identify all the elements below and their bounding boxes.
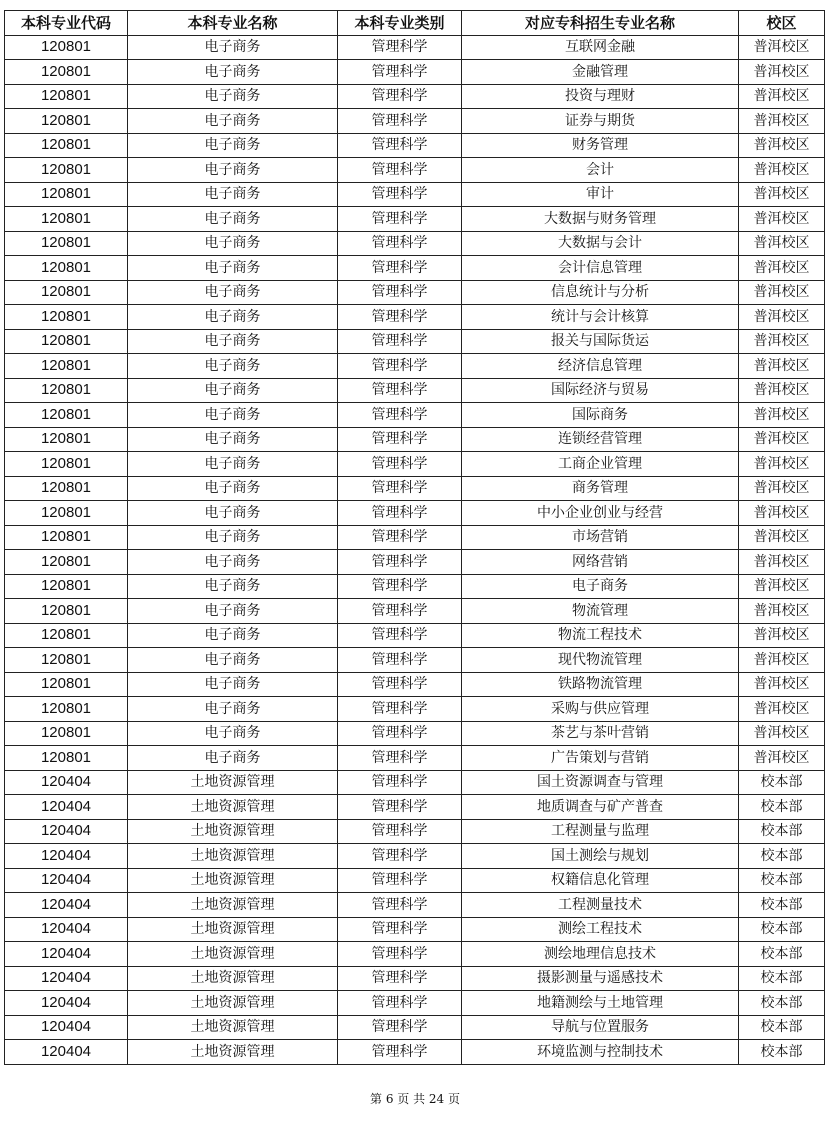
- cell-undergrad-name: 土地资源管理: [128, 893, 338, 918]
- cell-junior-college-major: 国土测绘与规划: [462, 844, 739, 869]
- header-undergrad-code: 本科专业代码: [5, 11, 128, 36]
- table-row: [5, 844, 825, 869]
- cell-junior-college-major: 测绘地理信息技术: [462, 942, 739, 967]
- cell-undergrad-code: 120801: [5, 672, 128, 697]
- cell-junior-college-major: 导航与位置服务: [462, 1015, 739, 1040]
- header-junior-college-major: 对应专科招生专业名称: [462, 11, 739, 36]
- cell-undergrad-name: 电子商务: [128, 207, 338, 232]
- cell-undergrad-name: 电子商务: [128, 721, 338, 746]
- cell-campus: 普洱校区: [739, 256, 825, 281]
- cell-undergrad-code: 120801: [5, 476, 128, 501]
- cell-undergrad-category: 管理科学: [338, 60, 462, 85]
- cell-campus: 校本部: [739, 1040, 825, 1065]
- cell-campus: 普洱校区: [739, 403, 825, 428]
- cell-undergrad-code: 120801: [5, 525, 128, 550]
- cell-undergrad-name: 土地资源管理: [128, 795, 338, 820]
- cell-undergrad-code: 120404: [5, 1015, 128, 1040]
- cell-undergrad-name: 电子商务: [128, 648, 338, 673]
- cell-undergrad-name: 电子商务: [128, 501, 338, 526]
- cell-undergrad-category: 管理科学: [338, 599, 462, 624]
- cell-campus: 普洱校区: [739, 648, 825, 673]
- cell-campus: 普洱校区: [739, 550, 825, 575]
- cell-junior-college-major: 互联网金融: [462, 35, 739, 60]
- cell-campus: 普洱校区: [739, 378, 825, 403]
- header-undergrad-category: 本科专业类别: [338, 11, 462, 36]
- cell-junior-college-major: 工商企业管理: [462, 452, 739, 477]
- cell-campus: 校本部: [739, 795, 825, 820]
- table-row: [5, 427, 825, 452]
- cell-undergrad-category: 管理科学: [338, 672, 462, 697]
- cell-junior-college-major: 环境监测与控制技术: [462, 1040, 739, 1065]
- cell-campus: 普洱校区: [739, 109, 825, 134]
- cell-junior-college-major: 商务管理: [462, 476, 739, 501]
- table-row: [5, 501, 825, 526]
- cell-undergrad-name: 电子商务: [128, 623, 338, 648]
- cell-undergrad-code: 120801: [5, 158, 128, 183]
- cell-undergrad-category: 管理科学: [338, 525, 462, 550]
- table-row: [5, 207, 825, 232]
- cell-junior-college-major: 权籍信息化管理: [462, 868, 739, 893]
- cell-undergrad-name: 电子商务: [128, 305, 338, 330]
- table-header-row: [5, 11, 825, 36]
- table-row: [5, 966, 825, 991]
- cell-undergrad-category: 管理科学: [338, 182, 462, 207]
- cell-junior-college-major: 现代物流管理: [462, 648, 739, 673]
- cell-undergrad-category: 管理科学: [338, 452, 462, 477]
- cell-undergrad-name: 电子商务: [128, 158, 338, 183]
- cell-undergrad-code: 120801: [5, 648, 128, 673]
- cell-undergrad-code: 120801: [5, 746, 128, 771]
- cell-undergrad-code: 120801: [5, 697, 128, 722]
- cell-campus: 普洱校区: [739, 623, 825, 648]
- cell-undergrad-name: 电子商务: [128, 231, 338, 256]
- header-campus: 校区: [739, 11, 825, 36]
- cell-undergrad-category: 管理科学: [338, 133, 462, 158]
- table-row: [5, 403, 825, 428]
- cell-junior-college-major: 工程测量与监理: [462, 819, 739, 844]
- cell-undergrad-category: 管理科学: [338, 917, 462, 942]
- cell-campus: 校本部: [739, 844, 825, 869]
- cell-undergrad-name: 土地资源管理: [128, 868, 338, 893]
- cell-undergrad-name: 电子商务: [128, 256, 338, 281]
- cell-campus: 普洱校区: [739, 746, 825, 771]
- cell-undergrad-name: 电子商务: [128, 60, 338, 85]
- cell-junior-college-major: 网络营销: [462, 550, 739, 575]
- cell-undergrad-category: 管理科学: [338, 893, 462, 918]
- cell-undergrad-category: 管理科学: [338, 942, 462, 967]
- cell-junior-college-major: 金融管理: [462, 60, 739, 85]
- cell-junior-college-major: 广告策划与营销: [462, 746, 739, 771]
- cell-undergrad-category: 管理科学: [338, 966, 462, 991]
- cell-undergrad-category: 管理科学: [338, 354, 462, 379]
- cell-undergrad-category: 管理科学: [338, 697, 462, 722]
- cell-undergrad-name: 土地资源管理: [128, 844, 338, 869]
- cell-undergrad-code: 120801: [5, 574, 128, 599]
- cell-undergrad-name: 电子商务: [128, 525, 338, 550]
- major-mapping-table: [4, 10, 825, 1065]
- cell-campus: 普洱校区: [739, 329, 825, 354]
- cell-undergrad-category: 管理科学: [338, 819, 462, 844]
- cell-undergrad-category: 管理科学: [338, 1040, 462, 1065]
- cell-undergrad-name: 电子商务: [128, 452, 338, 477]
- cell-undergrad-category: 管理科学: [338, 403, 462, 428]
- table-row: [5, 550, 825, 575]
- cell-campus: 普洱校区: [739, 672, 825, 697]
- table-row: [5, 158, 825, 183]
- cell-undergrad-name: 电子商务: [128, 35, 338, 60]
- cell-undergrad-category: 管理科学: [338, 109, 462, 134]
- cell-campus: 普洱校区: [739, 354, 825, 379]
- cell-junior-college-major: 信息统计与分析: [462, 280, 739, 305]
- cell-undergrad-code: 120801: [5, 452, 128, 477]
- cell-campus: 校本部: [739, 819, 825, 844]
- table-row: [5, 648, 825, 673]
- cell-campus: 普洱校区: [739, 84, 825, 109]
- table-row: [5, 476, 825, 501]
- cell-undergrad-name: 电子商务: [128, 354, 338, 379]
- cell-campus: 普洱校区: [739, 721, 825, 746]
- cell-undergrad-code: 120404: [5, 966, 128, 991]
- table-row: [5, 623, 825, 648]
- cell-undergrad-name: 土地资源管理: [128, 770, 338, 795]
- cell-undergrad-name: 电子商务: [128, 427, 338, 452]
- cell-undergrad-code: 120404: [5, 868, 128, 893]
- cell-campus: 校本部: [739, 868, 825, 893]
- cell-junior-college-major: 物流管理: [462, 599, 739, 624]
- cell-undergrad-code: 120801: [5, 109, 128, 134]
- cell-undergrad-name: 土地资源管理: [128, 991, 338, 1016]
- cell-undergrad-name: 电子商务: [128, 574, 338, 599]
- table-row: [5, 770, 825, 795]
- cell-undergrad-code: 120801: [5, 623, 128, 648]
- cell-undergrad-name: 电子商务: [128, 599, 338, 624]
- cell-undergrad-code: 120404: [5, 819, 128, 844]
- cell-undergrad-name: 土地资源管理: [128, 819, 338, 844]
- cell-junior-college-major: 大数据与财务管理: [462, 207, 739, 232]
- cell-junior-college-major: 测绘工程技术: [462, 917, 739, 942]
- table-row: [5, 305, 825, 330]
- cell-campus: 普洱校区: [739, 525, 825, 550]
- cell-undergrad-code: 120404: [5, 893, 128, 918]
- cell-undergrad-code: 120404: [5, 917, 128, 942]
- cell-undergrad-category: 管理科学: [338, 35, 462, 60]
- cell-undergrad-name: 土地资源管理: [128, 917, 338, 942]
- cell-campus: 普洱校区: [739, 207, 825, 232]
- cell-junior-college-major: 摄影测量与遥感技术: [462, 966, 739, 991]
- table-row: [5, 84, 825, 109]
- cell-undergrad-name: 土地资源管理: [128, 1015, 338, 1040]
- cell-undergrad-category: 管理科学: [338, 623, 462, 648]
- cell-undergrad-category: 管理科学: [338, 378, 462, 403]
- cell-undergrad-name: 电子商务: [128, 697, 338, 722]
- cell-junior-college-major: 地质调查与矿产普查: [462, 795, 739, 820]
- cell-undergrad-name: 电子商务: [128, 280, 338, 305]
- cell-undergrad-code: 120801: [5, 256, 128, 281]
- cell-undergrad-category: 管理科学: [338, 427, 462, 452]
- cell-undergrad-name: 土地资源管理: [128, 966, 338, 991]
- cell-campus: 普洱校区: [739, 501, 825, 526]
- cell-campus: 普洱校区: [739, 231, 825, 256]
- table-row: [5, 721, 825, 746]
- cell-junior-college-major: 证券与期货: [462, 109, 739, 134]
- table-row: [5, 133, 825, 158]
- cell-undergrad-code: 120801: [5, 721, 128, 746]
- table-row: [5, 354, 825, 379]
- cell-undergrad-category: 管理科学: [338, 305, 462, 330]
- cell-junior-college-major: 物流工程技术: [462, 623, 739, 648]
- cell-undergrad-code: 120404: [5, 770, 128, 795]
- table-row: [5, 1040, 825, 1065]
- cell-junior-college-major: 大数据与会计: [462, 231, 739, 256]
- cell-campus: 普洱校区: [739, 133, 825, 158]
- cell-undergrad-name: 电子商务: [128, 476, 338, 501]
- cell-junior-college-major: 经济信息管理: [462, 354, 739, 379]
- cell-undergrad-name: 电子商务: [128, 550, 338, 575]
- cell-undergrad-code: 120801: [5, 231, 128, 256]
- cell-undergrad-category: 管理科学: [338, 746, 462, 771]
- cell-undergrad-category: 管理科学: [338, 991, 462, 1016]
- cell-undergrad-category: 管理科学: [338, 476, 462, 501]
- cell-undergrad-category: 管理科学: [338, 844, 462, 869]
- table-row: [5, 1015, 825, 1040]
- cell-undergrad-name: 电子商务: [128, 746, 338, 771]
- cell-undergrad-code: 120801: [5, 378, 128, 403]
- cell-undergrad-name: 土地资源管理: [128, 942, 338, 967]
- cell-undergrad-category: 管理科学: [338, 231, 462, 256]
- table-row: [5, 231, 825, 256]
- cell-campus: 普洱校区: [739, 599, 825, 624]
- cell-undergrad-category: 管理科学: [338, 1015, 462, 1040]
- cell-undergrad-code: 120801: [5, 207, 128, 232]
- cell-junior-college-major: 审计: [462, 182, 739, 207]
- table-row: [5, 942, 825, 967]
- table-row: [5, 452, 825, 477]
- cell-campus: 校本部: [739, 1015, 825, 1040]
- cell-undergrad-category: 管理科学: [338, 795, 462, 820]
- cell-undergrad-code: 120404: [5, 795, 128, 820]
- table-row: [5, 599, 825, 624]
- cell-undergrad-category: 管理科学: [338, 648, 462, 673]
- cell-campus: 校本部: [739, 770, 825, 795]
- cell-undergrad-category: 管理科学: [338, 329, 462, 354]
- cell-campus: 普洱校区: [739, 158, 825, 183]
- cell-undergrad-category: 管理科学: [338, 158, 462, 183]
- cell-undergrad-code: 120801: [5, 133, 128, 158]
- cell-campus: 校本部: [739, 991, 825, 1016]
- cell-junior-college-major: 会计信息管理: [462, 256, 739, 281]
- cell-undergrad-name: 电子商务: [128, 182, 338, 207]
- cell-undergrad-code: 120801: [5, 329, 128, 354]
- cell-junior-college-major: 中小企业创业与经营: [462, 501, 739, 526]
- cell-undergrad-category: 管理科学: [338, 84, 462, 109]
- cell-undergrad-name: 电子商务: [128, 133, 338, 158]
- cell-undergrad-category: 管理科学: [338, 868, 462, 893]
- table-row: [5, 574, 825, 599]
- cell-campus: 校本部: [739, 893, 825, 918]
- cell-campus: 普洱校区: [739, 452, 825, 477]
- cell-junior-college-major: 投资与理财: [462, 84, 739, 109]
- table-row: [5, 280, 825, 305]
- cell-junior-college-major: 会计: [462, 158, 739, 183]
- cell-undergrad-code: 120801: [5, 280, 128, 305]
- cell-undergrad-category: 管理科学: [338, 550, 462, 575]
- table-row: [5, 672, 825, 697]
- table-row: [5, 182, 825, 207]
- cell-undergrad-name: 电子商务: [128, 329, 338, 354]
- cell-junior-college-major: 统计与会计核算: [462, 305, 739, 330]
- cell-undergrad-code: 120801: [5, 60, 128, 85]
- cell-junior-college-major: 市场营销: [462, 525, 739, 550]
- cell-undergrad-category: 管理科学: [338, 501, 462, 526]
- cell-undergrad-category: 管理科学: [338, 256, 462, 281]
- cell-undergrad-code: 120801: [5, 84, 128, 109]
- table-row: [5, 256, 825, 281]
- cell-undergrad-code: 120801: [5, 354, 128, 379]
- cell-junior-college-major: 茶艺与茶叶营销: [462, 721, 739, 746]
- table-row: [5, 109, 825, 134]
- table-row: [5, 868, 825, 893]
- cell-junior-college-major: 地籍测绘与土地管理: [462, 991, 739, 1016]
- cell-undergrad-name: 电子商务: [128, 403, 338, 428]
- cell-junior-college-major: 国际经济与贸易: [462, 378, 739, 403]
- cell-undergrad-code: 120801: [5, 550, 128, 575]
- cell-junior-college-major: 国土资源调查与管理: [462, 770, 739, 795]
- cell-campus: 普洱校区: [739, 280, 825, 305]
- cell-undergrad-name: 电子商务: [128, 378, 338, 403]
- page-number-footer: 第 6 页 共 24 页: [370, 1092, 460, 1106]
- cell-undergrad-code: 120801: [5, 35, 128, 60]
- table-row: [5, 60, 825, 85]
- table-row: [5, 697, 825, 722]
- cell-undergrad-name: 电子商务: [128, 672, 338, 697]
- cell-junior-college-major: 国际商务: [462, 403, 739, 428]
- cell-campus: 校本部: [739, 942, 825, 967]
- table-row: [5, 746, 825, 771]
- table-body: [5, 35, 825, 1064]
- cell-campus: 普洱校区: [739, 427, 825, 452]
- table-row: [5, 893, 825, 918]
- cell-junior-college-major: 采购与供应管理: [462, 697, 739, 722]
- table-row: [5, 819, 825, 844]
- cell-campus: 普洱校区: [739, 697, 825, 722]
- cell-undergrad-code: 120801: [5, 427, 128, 452]
- cell-campus: 普洱校区: [739, 305, 825, 330]
- cell-undergrad-code: 120404: [5, 844, 128, 869]
- cell-undergrad-category: 管理科学: [338, 207, 462, 232]
- cell-undergrad-code: 120404: [5, 1040, 128, 1065]
- cell-junior-college-major: 铁路物流管理: [462, 672, 739, 697]
- cell-undergrad-name: 电子商务: [128, 109, 338, 134]
- table-row: [5, 917, 825, 942]
- cell-undergrad-code: 120801: [5, 182, 128, 207]
- cell-undergrad-code: 120404: [5, 991, 128, 1016]
- cell-junior-college-major: 工程测量技术: [462, 893, 739, 918]
- cell-undergrad-category: 管理科学: [338, 721, 462, 746]
- cell-junior-college-major: 连锁经营管理: [462, 427, 739, 452]
- cell-campus: 普洱校区: [739, 60, 825, 85]
- document-page: [4, 10, 824, 1065]
- cell-junior-college-major: 电子商务: [462, 574, 739, 599]
- table-row: [5, 991, 825, 1016]
- table-row: [5, 329, 825, 354]
- cell-undergrad-code: 120801: [5, 599, 128, 624]
- cell-undergrad-name: 土地资源管理: [128, 1040, 338, 1065]
- cell-undergrad-name: 电子商务: [128, 84, 338, 109]
- cell-campus: 普洱校区: [739, 182, 825, 207]
- cell-campus: 普洱校区: [739, 35, 825, 60]
- cell-undergrad-code: 120801: [5, 403, 128, 428]
- cell-undergrad-code: 120801: [5, 501, 128, 526]
- table-row: [5, 795, 825, 820]
- cell-undergrad-code: 120404: [5, 942, 128, 967]
- cell-campus: 普洱校区: [739, 574, 825, 599]
- cell-junior-college-major: 财务管理: [462, 133, 739, 158]
- cell-undergrad-category: 管理科学: [338, 770, 462, 795]
- table-row: [5, 525, 825, 550]
- table-row: [5, 35, 825, 60]
- cell-campus: 校本部: [739, 917, 825, 942]
- table-row: [5, 378, 825, 403]
- cell-campus: 校本部: [739, 966, 825, 991]
- header-undergrad-name: 本科专业名称: [128, 11, 338, 36]
- cell-campus: 普洱校区: [739, 476, 825, 501]
- cell-undergrad-category: 管理科学: [338, 574, 462, 599]
- cell-undergrad-category: 管理科学: [338, 280, 462, 305]
- cell-undergrad-code: 120801: [5, 305, 128, 330]
- cell-junior-college-major: 报关与国际货运: [462, 329, 739, 354]
